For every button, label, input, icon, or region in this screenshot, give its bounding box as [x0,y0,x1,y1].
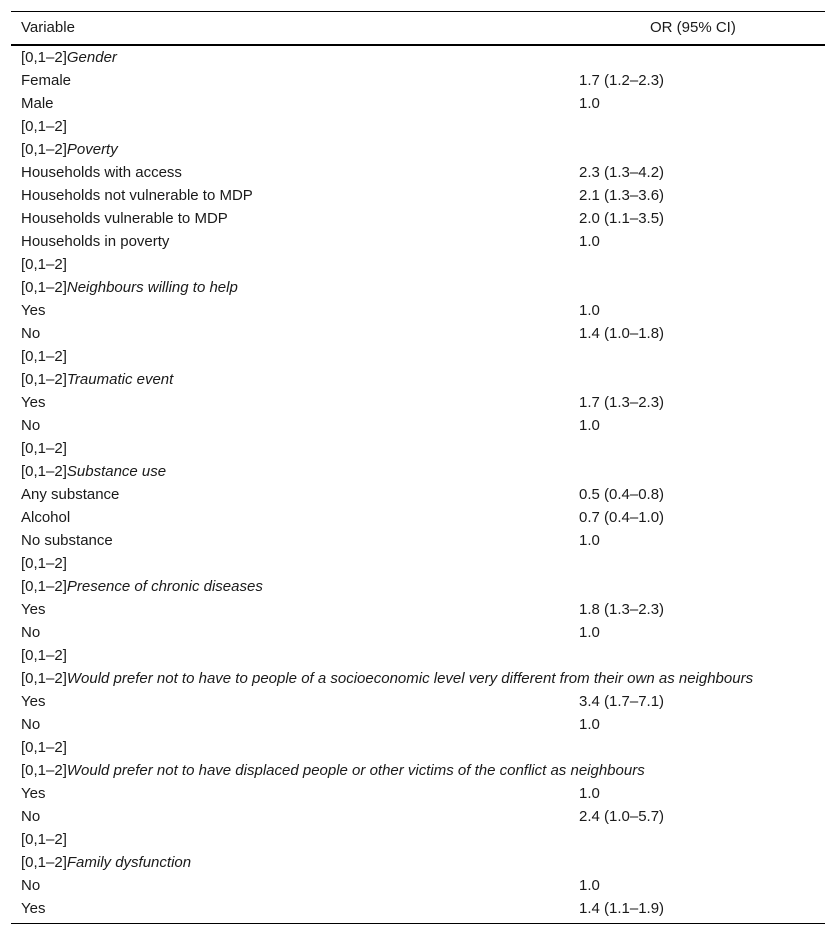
or-cell: 2.4 (1.0–5.7) [579,808,665,825]
variable-cell: Yes [21,601,46,618]
variable-cell: No [21,624,41,641]
table-body [11,46,825,920]
section-label [21,759,645,782]
section-row [11,138,825,161]
or-cell: 2.1 (1.3–3.6) [579,187,665,204]
or-cell: 1.4 (1.1–1.9) [579,900,665,917]
section-label [21,575,263,598]
section-row [11,851,825,874]
table-row [11,391,825,414]
section-title: Neighbours willing to help [66,279,238,296]
or-cell: 1.0 [579,532,600,549]
variable-cell: No [21,877,41,894]
variable-cell: Households vulnerable to MDP [21,210,228,227]
or-cell: 2.0 (1.1–3.5) [579,210,665,227]
variable-cell: Male [21,95,54,112]
table-row [11,644,825,667]
section-title: Would prefer not to have displaced people or other victims of the conflict as neighbours [66,762,645,779]
variable-cell: No [21,808,41,825]
or-cell: 1.0 [579,877,600,894]
table-row [11,483,825,506]
table-header [11,11,825,46]
table-row [11,621,825,644]
table-row [11,69,825,92]
section-title: Family dysfunction [66,854,192,871]
section-label [21,138,118,161]
table-row [11,414,825,437]
table-row [11,230,825,253]
section-row [11,667,825,690]
table-row [11,207,825,230]
section-prefix: [0,1–2] [21,762,67,779]
header-variable: Variable [21,19,75,36]
section-title: Presence of chronic diseases [66,578,263,595]
section-prefix: [0,1–2] [21,371,67,388]
table-row [11,713,825,736]
variable-cell: [0,1–2] [21,118,67,135]
variable-cell: [0,1–2] [21,555,67,572]
table-bottom-rule [11,923,825,924]
table-row [11,690,825,713]
section-prefix: [0,1–2] [21,279,67,296]
section-prefix: [0,1–2] [21,854,67,871]
variable-cell: Yes [21,302,46,319]
table-row [11,897,825,920]
or-cell: 3.4 (1.7–7.1) [579,693,665,710]
header-or: OR (95% CI) [650,19,736,36]
table-row [11,529,825,552]
section-label [21,851,191,874]
variable-cell: Yes [21,394,46,411]
table-row [11,115,825,138]
table-row [11,322,825,345]
variable-cell: Households with access [21,164,182,181]
or-cell: 1.8 (1.3–2.3) [579,601,665,618]
table-row [11,184,825,207]
table-row [11,552,825,575]
or-cell: 1.7 (1.3–2.3) [579,394,665,411]
section-prefix: [0,1–2] [21,463,67,480]
section-prefix: [0,1–2] [21,578,67,595]
section-row [11,276,825,299]
or-cell: 1.0 [579,417,600,434]
section-row [11,368,825,391]
variable-cell: Yes [21,900,46,917]
variable-cell: Yes [21,693,46,710]
variable-cell: No [21,325,41,342]
odds-ratio-table [11,11,825,924]
table-row [11,805,825,828]
table-row [11,299,825,322]
variable-cell: [0,1–2] [21,348,67,365]
table-row [11,874,825,897]
variable-cell: Households in poverty [21,233,170,250]
section-row [11,759,825,782]
variable-cell: [0,1–2] [21,647,67,664]
section-label [21,276,238,299]
or-cell: 1.7 (1.2–2.3) [579,72,665,89]
variable-cell: No substance [21,532,113,549]
or-cell: 0.5 (0.4–0.8) [579,486,665,503]
section-title: Traumatic event [66,371,174,388]
variable-cell: [0,1–2] [21,440,67,457]
section-label [21,460,166,483]
section-label [21,46,117,69]
table-row [11,506,825,529]
or-cell: 0.7 (0.4–1.0) [579,509,665,526]
variable-cell: Households not vulnerable to MDP [21,187,253,204]
table-row [11,437,825,460]
section-title: Would prefer not to have to people of a socioeconomic level very different from their own as neighbours [66,670,754,687]
variable-cell: Any substance [21,486,120,503]
table-row [11,828,825,851]
variable-cell: Alcohol [21,509,71,526]
or-cell: 1.0 [579,716,600,733]
section-prefix: [0,1–2] [21,49,67,66]
section-title: Gender [66,49,117,66]
variable-cell: Yes [21,785,46,802]
variable-cell: No [21,716,41,733]
section-prefix: [0,1–2] [21,141,67,158]
variable-cell: No [21,417,41,434]
section-prefix: [0,1–2] [21,670,67,687]
section-label [21,667,753,690]
section-row [11,575,825,598]
variable-cell: Female [21,72,72,89]
table-row [11,736,825,759]
section-label [21,368,173,391]
table-row [11,345,825,368]
or-cell: 1.0 [579,785,600,802]
section-row [11,46,825,69]
or-cell: 1.0 [579,302,600,319]
or-cell: 1.4 (1.0–1.8) [579,325,665,342]
section-title: Substance use [66,463,167,480]
or-cell: 1.0 [579,624,600,641]
section-title: Poverty [66,141,118,158]
table-row [11,253,825,276]
table-row [11,782,825,805]
variable-cell: [0,1–2] [21,831,67,848]
section-row [11,460,825,483]
table-row [11,92,825,115]
table-row [11,161,825,184]
variable-cell: [0,1–2] [21,739,67,756]
table-row [11,598,825,621]
or-cell: 2.3 (1.3–4.2) [579,164,665,181]
variable-cell: [0,1–2] [21,256,67,273]
or-cell: 1.0 [579,95,600,112]
or-cell: 1.0 [579,233,600,250]
